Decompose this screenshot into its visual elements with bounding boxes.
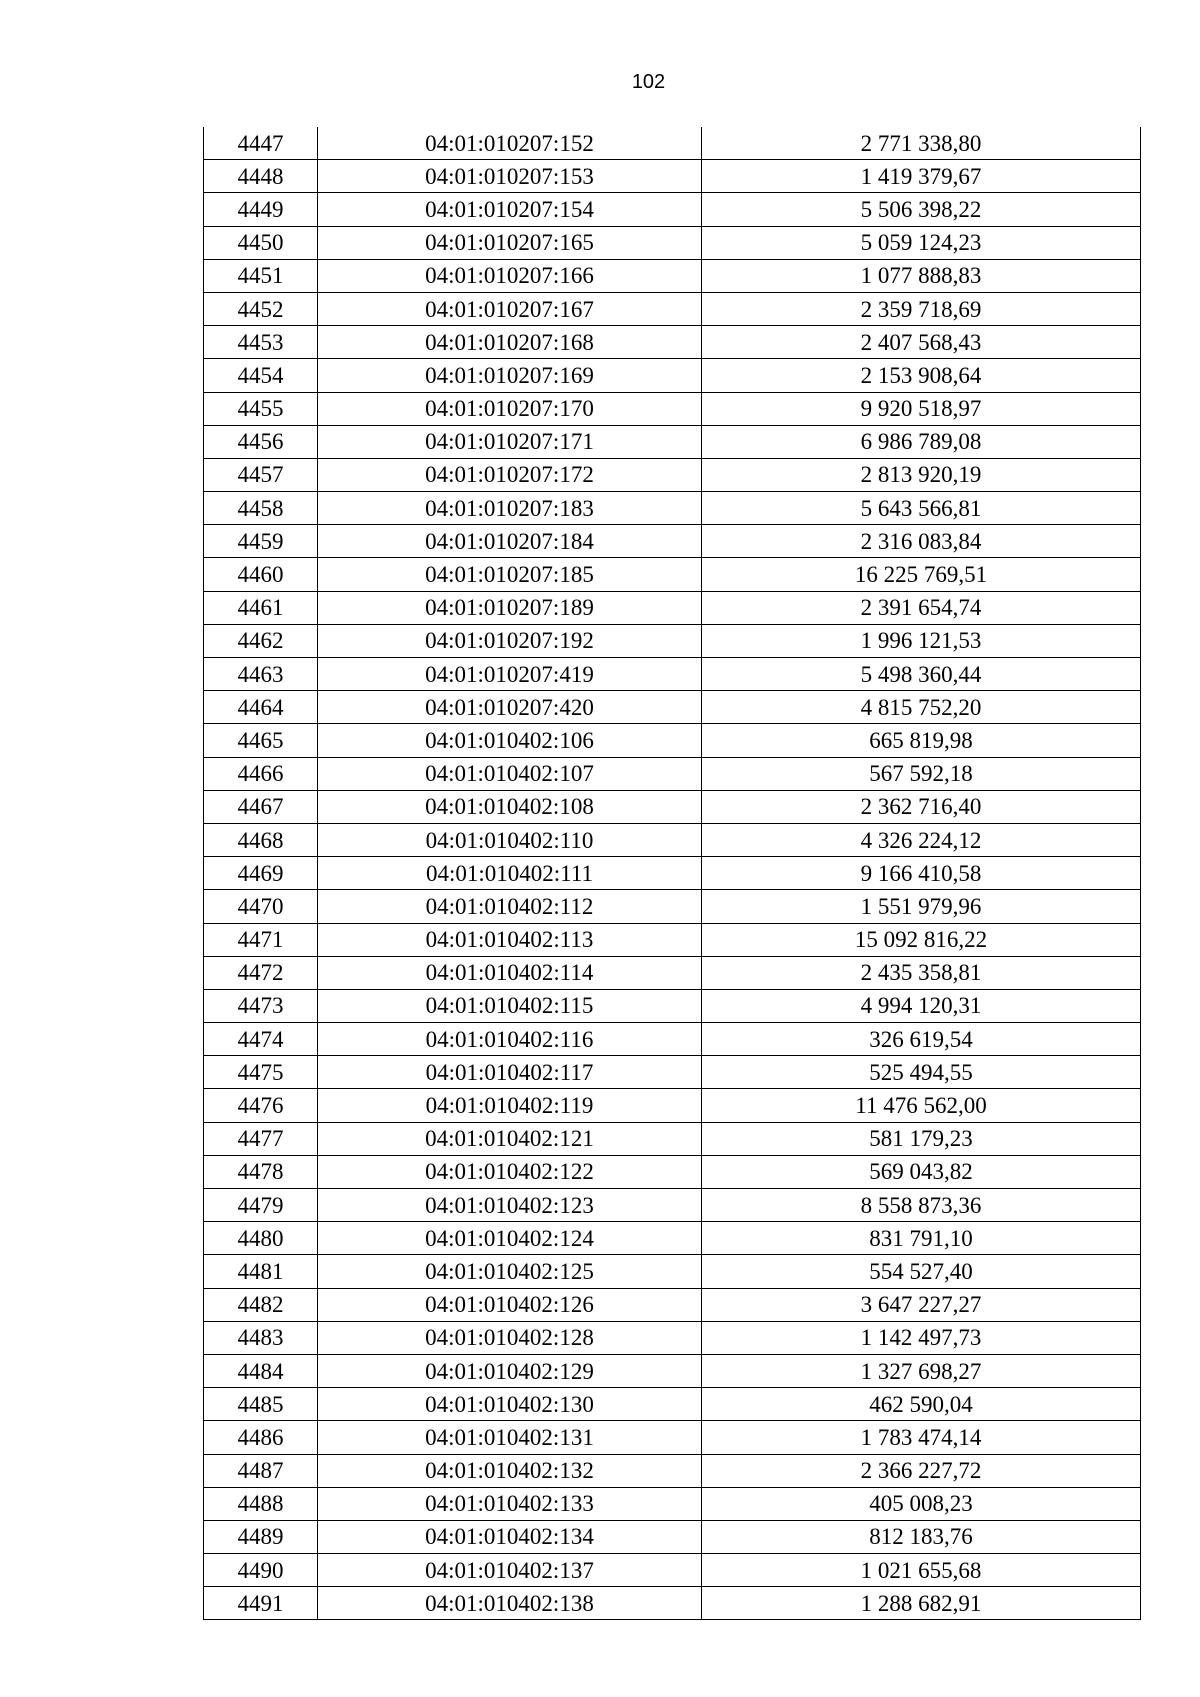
- table-row: [204, 956, 1141, 989]
- table-row: [204, 259, 1141, 292]
- table-row: [204, 1388, 1141, 1421]
- cadastral-number-cell: 04:01:010207:169: [318, 359, 702, 392]
- row-number-cell: 4479: [204, 1189, 318, 1222]
- row-number-cell: 4453: [204, 326, 318, 359]
- table-row: [204, 857, 1141, 890]
- cadastral-value-cell: 812 183,76: [702, 1520, 1141, 1553]
- cadastral-value-cell: 11 476 562,00: [702, 1089, 1141, 1122]
- cadastral-value-cell: 2 813 920,19: [702, 458, 1141, 491]
- cadastral-value-cell: 2 366 227,72: [702, 1454, 1141, 1487]
- table-row: [204, 624, 1141, 657]
- table-row: [204, 193, 1141, 226]
- cadastral-value-cell: 1 327 698,27: [702, 1354, 1141, 1387]
- cadastral-number-cell: 04:01:010207:192: [318, 624, 702, 657]
- table-row: [204, 292, 1141, 325]
- table-row: [204, 1288, 1141, 1321]
- table-row: [204, 1089, 1141, 1122]
- table-row: [204, 1189, 1141, 1222]
- row-number-cell: 4480: [204, 1222, 318, 1255]
- cadastral-number-cell: 04:01:010207:168: [318, 326, 702, 359]
- cadastral-number-cell: 04:01:010402:124: [318, 1222, 702, 1255]
- cadastral-number-cell: 04:01:010207:154: [318, 193, 702, 226]
- table-row: [204, 1520, 1141, 1553]
- row-number-cell: 4485: [204, 1388, 318, 1421]
- cadastral-value-table: [203, 127, 1141, 1620]
- cadastral-value-cell: 5 643 566,81: [702, 492, 1141, 525]
- cadastral-number-cell: 04:01:010402:128: [318, 1321, 702, 1354]
- row-number-cell: 4458: [204, 492, 318, 525]
- cadastral-value-cell: 567 592,18: [702, 757, 1141, 790]
- row-number-cell: 4450: [204, 226, 318, 259]
- cadastral-number-cell: 04:01:010207:420: [318, 691, 702, 724]
- cadastral-value-cell: 2 359 718,69: [702, 292, 1141, 325]
- row-number-cell: 4466: [204, 757, 318, 790]
- cadastral-number-cell: 04:01:010207:152: [318, 127, 702, 160]
- row-number-cell: 4452: [204, 292, 318, 325]
- row-number-cell: 4451: [204, 259, 318, 292]
- row-number-cell: 4491: [204, 1587, 318, 1620]
- row-number-cell: 4474: [204, 1023, 318, 1056]
- row-number-cell: 4464: [204, 691, 318, 724]
- cadastral-value-cell: 1 142 497,73: [702, 1321, 1141, 1354]
- cadastral-value-cell: 2 435 358,81: [702, 956, 1141, 989]
- table-row: [204, 658, 1141, 691]
- table-row: [204, 1056, 1141, 1089]
- row-number-cell: 4481: [204, 1255, 318, 1288]
- cadastral-number-cell: 04:01:010402:116: [318, 1023, 702, 1056]
- cadastral-number-cell: 04:01:010207:170: [318, 392, 702, 425]
- row-number-cell: 4449: [204, 193, 318, 226]
- row-number-cell: 4447: [204, 127, 318, 160]
- page-number: 102: [631, 71, 666, 93]
- row-number-cell: 4457: [204, 458, 318, 491]
- table-row: [204, 1587, 1141, 1620]
- cadastral-number-cell: 04:01:010402:123: [318, 1189, 702, 1222]
- row-number-cell: 4448: [204, 160, 318, 193]
- table-row: [204, 823, 1141, 856]
- cadastral-value-cell: 2 316 083,84: [702, 525, 1141, 558]
- cadastral-value-cell: 326 619,54: [702, 1023, 1141, 1056]
- cadastral-number-cell: 04:01:010402:134: [318, 1520, 702, 1553]
- table-row: [204, 591, 1141, 624]
- cadastral-value-cell: 5 498 360,44: [702, 658, 1141, 691]
- cadastral-number-cell: 04:01:010207:172: [318, 458, 702, 491]
- cadastral-number-cell: 04:01:010402:113: [318, 923, 702, 956]
- table-row: [204, 359, 1141, 392]
- table-row: [204, 724, 1141, 757]
- cadastral-number-cell: 04:01:010402:107: [318, 757, 702, 790]
- table-row: [204, 1454, 1141, 1487]
- cadastral-number-cell: 04:01:010402:122: [318, 1155, 702, 1188]
- row-number-cell: 4470: [204, 890, 318, 923]
- table-row: [204, 558, 1141, 591]
- cadastral-number-cell: 04:01:010402:106: [318, 724, 702, 757]
- table-row: [204, 1122, 1141, 1155]
- cadastral-value-cell: 5 506 398,22: [702, 193, 1141, 226]
- cadastral-value-cell: 5 059 124,23: [702, 226, 1141, 259]
- cadastral-value-cell: 1 419 379,67: [702, 160, 1141, 193]
- cadastral-value-cell: 1 021 655,68: [702, 1554, 1141, 1587]
- row-number-cell: 4475: [204, 1056, 318, 1089]
- table-row: [204, 392, 1141, 425]
- cadastral-value-cell: 665 819,98: [702, 724, 1141, 757]
- cadastral-number-cell: 04:01:010207:166: [318, 259, 702, 292]
- cadastral-number-cell: 04:01:010402:112: [318, 890, 702, 923]
- row-number-cell: 4477: [204, 1122, 318, 1155]
- cadastral-value-cell: 2 153 908,64: [702, 359, 1141, 392]
- cadastral-number-cell: 04:01:010207:184: [318, 525, 702, 558]
- row-number-cell: 4487: [204, 1454, 318, 1487]
- row-number-cell: 4463: [204, 658, 318, 691]
- row-number-cell: 4461: [204, 591, 318, 624]
- table-row: [204, 923, 1141, 956]
- cadastral-value-cell: 1 077 888,83: [702, 259, 1141, 292]
- cadastral-number-cell: 04:01:010207:165: [318, 226, 702, 259]
- row-number-cell: 4484: [204, 1354, 318, 1387]
- cadastral-value-cell: 2 771 338,80: [702, 127, 1141, 160]
- table-row: [204, 226, 1141, 259]
- cadastral-number-cell: 04:01:010402:110: [318, 823, 702, 856]
- table-row: [204, 1487, 1141, 1520]
- table-row: [204, 458, 1141, 491]
- cadastral-value-cell: 4 326 224,12: [702, 823, 1141, 856]
- table-row: [204, 790, 1141, 823]
- table-row: [204, 1321, 1141, 1354]
- row-number-cell: 4482: [204, 1288, 318, 1321]
- table-row: [204, 1155, 1141, 1188]
- table-row: [204, 1354, 1141, 1387]
- table-row: [204, 492, 1141, 525]
- row-number-cell: 4490: [204, 1554, 318, 1587]
- cadastral-value-cell: 581 179,23: [702, 1122, 1141, 1155]
- table-row: [204, 160, 1141, 193]
- table-row: [204, 989, 1141, 1022]
- row-number-cell: 4472: [204, 956, 318, 989]
- cadastral-number-cell: 04:01:010402:119: [318, 1089, 702, 1122]
- cadastral-value-cell: 569 043,82: [702, 1155, 1141, 1188]
- cadastral-number-cell: 04:01:010402:125: [318, 1255, 702, 1288]
- table-row: [204, 1421, 1141, 1454]
- cadastral-number-cell: 04:01:010402:130: [318, 1388, 702, 1421]
- row-number-cell: 4488: [204, 1487, 318, 1520]
- cadastral-number-cell: 04:01:010402:117: [318, 1056, 702, 1089]
- table-row: [204, 890, 1141, 923]
- table-row: [204, 1023, 1141, 1056]
- cadastral-value-cell: 2 362 716,40: [702, 790, 1141, 823]
- cadastral-number-cell: 04:01:010402:111: [318, 857, 702, 890]
- cadastral-value-cell: 16 225 769,51: [702, 558, 1141, 591]
- cadastral-value-cell: 554 527,40: [702, 1255, 1141, 1288]
- table-row: [204, 691, 1141, 724]
- row-number-cell: 4468: [204, 823, 318, 856]
- cadastral-value-cell: 15 092 816,22: [702, 923, 1141, 956]
- cadastral-number-cell: 04:01:010207:153: [318, 160, 702, 193]
- cadastral-value-cell: 462 590,04: [702, 1388, 1141, 1421]
- cadastral-number-cell: 04:01:010207:419: [318, 658, 702, 691]
- cadastral-value-cell: 1 288 682,91: [702, 1587, 1141, 1620]
- cadastral-value-cell: 1 551 979,96: [702, 890, 1141, 923]
- cadastral-value-cell: 8 558 873,36: [702, 1189, 1141, 1222]
- cadastral-value-cell: 2 407 568,43: [702, 326, 1141, 359]
- cadastral-value-cell: 9 920 518,97: [702, 392, 1141, 425]
- row-number-cell: 4483: [204, 1321, 318, 1354]
- table-row: [204, 757, 1141, 790]
- cadastral-value-cell: 405 008,23: [702, 1487, 1141, 1520]
- cadastral-number-cell: 04:01:010402:132: [318, 1454, 702, 1487]
- cadastral-value-cell: 1 783 474,14: [702, 1421, 1141, 1454]
- cadastral-value-cell: 1 996 121,53: [702, 624, 1141, 657]
- row-number-cell: 4473: [204, 989, 318, 1022]
- cadastral-number-cell: 04:01:010207:171: [318, 425, 702, 458]
- cadastral-number-cell: 04:01:010207:167: [318, 292, 702, 325]
- table-row: [204, 326, 1141, 359]
- cadastral-number-cell: 04:01:010402:137: [318, 1554, 702, 1587]
- row-number-cell: 4455: [204, 392, 318, 425]
- cadastral-number-cell: 04:01:010402:115: [318, 989, 702, 1022]
- table-row: [204, 1554, 1141, 1587]
- cadastral-number-cell: 04:01:010402:108: [318, 790, 702, 823]
- table-row: [204, 127, 1141, 160]
- table-row: [204, 425, 1141, 458]
- cadastral-number-cell: 04:01:010207:185: [318, 558, 702, 591]
- cadastral-value-cell: 4 994 120,31: [702, 989, 1141, 1022]
- cadastral-number-cell: 04:01:010402:131: [318, 1421, 702, 1454]
- row-number-cell: 4469: [204, 857, 318, 890]
- row-number-cell: 4478: [204, 1155, 318, 1188]
- cadastral-value-cell: 2 391 654,74: [702, 591, 1141, 624]
- row-number-cell: 4460: [204, 558, 318, 591]
- table-row: [204, 525, 1141, 558]
- row-number-cell: 4454: [204, 359, 318, 392]
- row-number-cell: 4476: [204, 1089, 318, 1122]
- cadastral-number-cell: 04:01:010402:129: [318, 1354, 702, 1387]
- row-number-cell: 4456: [204, 425, 318, 458]
- table-row: [204, 1222, 1141, 1255]
- cadastral-number-cell: 04:01:010402:133: [318, 1487, 702, 1520]
- cadastral-number-cell: 04:01:010402:121: [318, 1122, 702, 1155]
- cadastral-number-cell: 04:01:010207:189: [318, 591, 702, 624]
- cadastral-value-cell: 9 166 410,58: [702, 857, 1141, 890]
- row-number-cell: 4486: [204, 1421, 318, 1454]
- cadastral-value-cell: 3 647 227,27: [702, 1288, 1141, 1321]
- cadastral-number-cell: 04:01:010207:183: [318, 492, 702, 525]
- cadastral-value-cell: 525 494,55: [702, 1056, 1141, 1089]
- table-body: [204, 127, 1141, 1620]
- table-row: [204, 1255, 1141, 1288]
- row-number-cell: 4459: [204, 525, 318, 558]
- cadastral-value-cell: 4 815 752,20: [702, 691, 1141, 724]
- row-number-cell: 4467: [204, 790, 318, 823]
- row-number-cell: 4489: [204, 1520, 318, 1553]
- row-number-cell: 4462: [204, 624, 318, 657]
- row-number-cell: 4465: [204, 724, 318, 757]
- cadastral-value-cell: 831 791,10: [702, 1222, 1141, 1255]
- cadastral-number-cell: 04:01:010402:114: [318, 956, 702, 989]
- cadastral-number-cell: 04:01:010402:126: [318, 1288, 702, 1321]
- cadastral-number-cell: 04:01:010402:138: [318, 1587, 702, 1620]
- cadastral-value-cell: 6 986 789,08: [702, 425, 1141, 458]
- row-number-cell: 4471: [204, 923, 318, 956]
